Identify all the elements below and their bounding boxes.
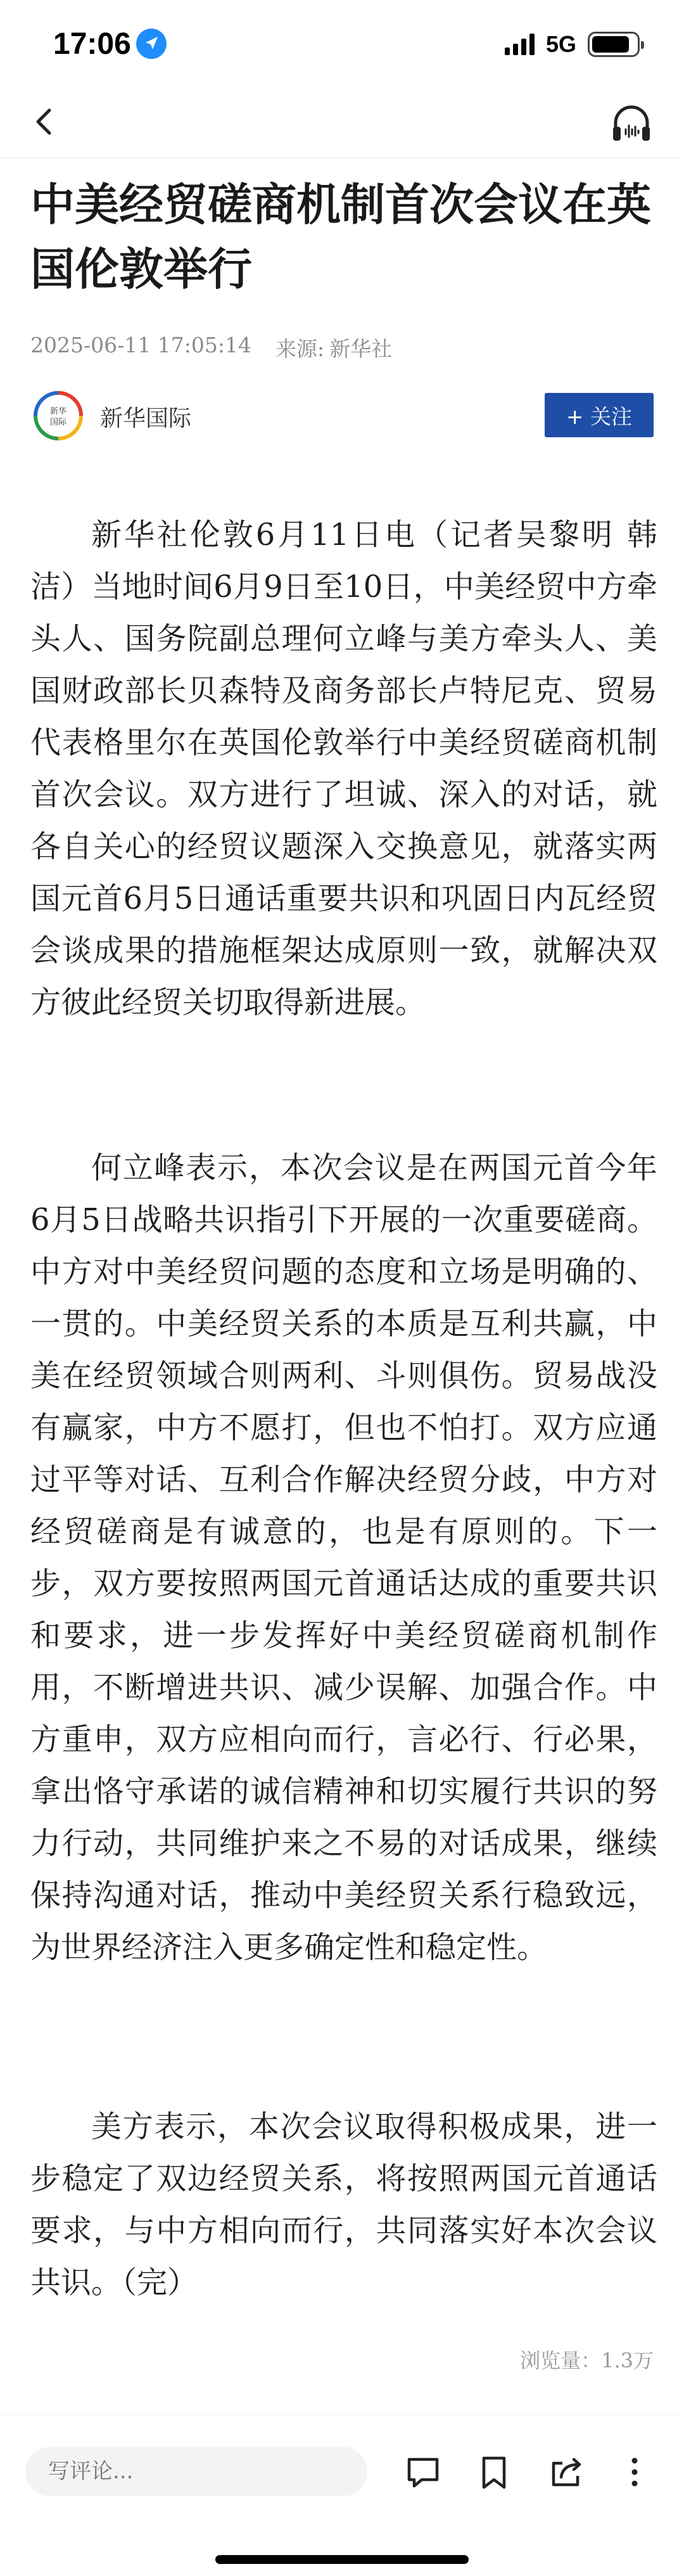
headphones-icon[interactable] [608,100,655,147]
author-avatar[interactable] [33,390,84,441]
share-icon[interactable] [546,2452,586,2492]
network-type: 5G [545,31,576,57]
article-paragraph-3: 美方表示，本次会议取得积极成果，进一步稳定了双边经贸关系，将按照两国元首通话要求，与中方相向而行，共同落实好本次会议共识。（完） [30,2109,657,2300]
chevron-left-icon[interactable] [25,103,63,141]
source-label: 来源: [275,336,325,361]
source-name: 新华社 [329,336,393,361]
bookmark-icon[interactable] [474,2452,514,2492]
view-count: 浏览量：1.3万 [520,2349,654,2373]
comment-input[interactable] [25,2447,367,2496]
signal-icon [505,34,535,55]
svg-text:国际: 国际 [49,418,67,427]
article-title: 中美经贸磋商机制首次会议在英国伦敦举行 [30,179,651,295]
article-paragraph-2: 何立峰表示，本次会议是在两国元首今年6月5日战略共识指引下开展的一次重要磋商。中方对中美经贸问题的态度和立场是明确的、一贯的。中美经贸关系的本质是互利共赢，中美在经贸领域合则两利、斗则俱伤。贸易战没有赢家，中方不愿打，但也不怕打。双方应通过平等对话、互利合作解决经贸分歧，中方对经贸磋商是有诚意的，也是有原则的。下一步，双方要按照两国元首通话达成的重要共识和要求，进一步发挥好中美经贸磋商机制作用，不断增进共识、减少误解、加强合作。中方重申，双方应相向而行，言必行、行必果，拿出恪守承诺的诚信精神和切实履行共识的努力行动，共同维护来之不易的对话成果，继续保持沟通对话，推动中美经贸关系行稳致远，为世界经济注入更多确定性和稳定性。 [30,1150,657,1965]
author-row [30,385,654,449]
follow-button[interactable]: + 关注 [545,393,654,437]
more-icon[interactable] [614,2452,655,2492]
article-meta [30,333,392,362]
status-time: 17:06 [53,27,131,61]
nav-bar [0,89,684,158]
home-indicator [215,2555,469,2564]
status-bar [0,0,684,89]
location-arrow-icon [136,28,167,60]
bottom-action-bar [0,2414,684,2516]
author-name[interactable]: 新华国际 [100,406,192,432]
comment-icon[interactable] [403,2452,443,2492]
publish-datetime: 2025-06-11 17:05:14 [30,333,251,357]
svg-text:新华: 新华 [49,407,67,416]
battery-icon [588,32,640,57]
article-paragraph-1: 新华社伦敦6月11日电（记者吴黎明 韩洁）当地时间6月9日至10日，中美经贸中方牵头人、国务院副总理何立峰与美方牵头人、美国财政部长贝森特及商务部长卢特尼克、贸易代表格里尔在英国伦敦举行中美经贸磋商机制首次会议。双方进行了坦诚、深入的对话，就各自关心的经贸议题深入交换意见，就落实两国元首6月5日通话重要共识和巩固日内瓦经贸会谈成果的措施框架达成原则一致，就解决双方彼此经贸关切取得新进展。 [30,517,657,1020]
